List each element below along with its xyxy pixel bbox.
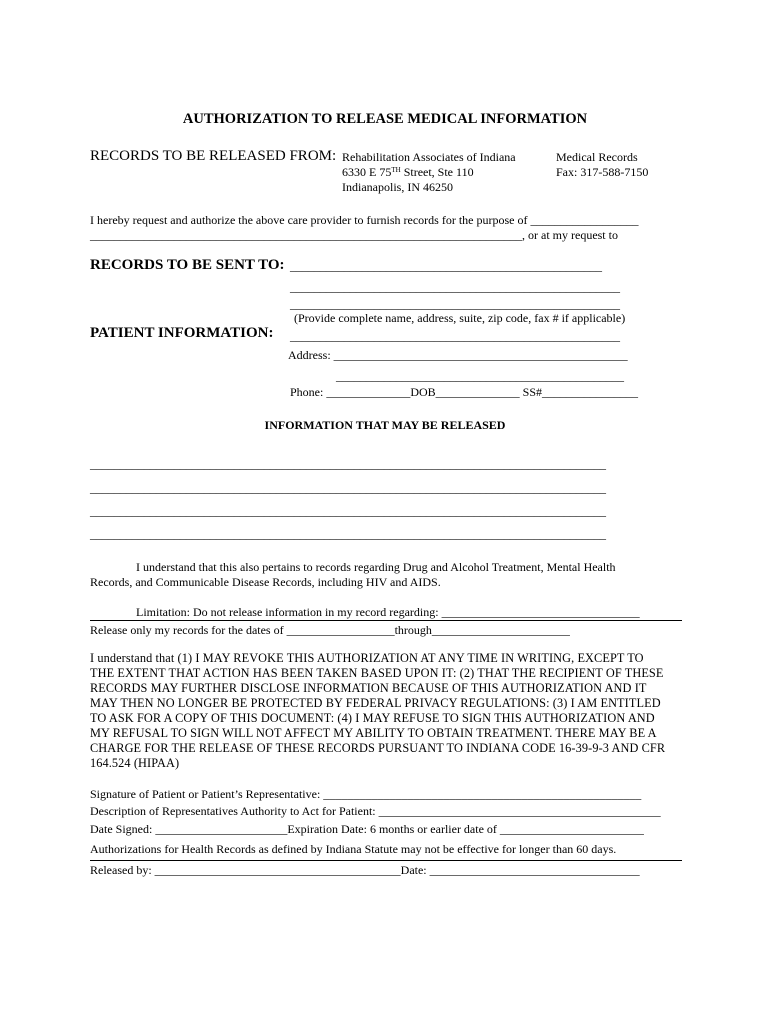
notice-line: MAY THEN NO LONGER BE PROTECTED BY FEDERAL PRIVACY REGULATIONS: (3) I AM ENTITLED	[90, 696, 661, 710]
patient-phone-dob-ssn[interactable]: Phone: ______________DOB______________ SS#________________	[290, 385, 639, 399]
info-release-line[interactable]: ______________________________________________________________________________________	[90, 527, 606, 541]
notice-line: THE EXTENT THAT ACTION HAS BEEN TAKEN BASED UPON IT: (2) THAT THE RECIPIENT OF THESE	[90, 666, 664, 680]
limitation-field[interactable]: Limitation: Do not release information in my record regarding: _________________________________	[136, 605, 640, 619]
provider-street: 6330 E 75TH Street, Ste 110	[342, 165, 474, 179]
rep-authority-field[interactable]: Description of Representatives Authority to Act for Patient: _______________________________________________	[90, 804, 661, 818]
notice-line: CHARGE FOR THE RELEASE OF THESE RECORDS PURSUANT TO INDIANA CODE 16-39-9-3 AND CFR	[90, 741, 666, 755]
released-by-field[interactable]: Released by: _________________________________________Date: ___________________________________	[90, 863, 640, 877]
provider-dept: Medical Records	[556, 150, 638, 164]
notice-line: 164.524 (HIPAA)	[90, 756, 180, 770]
notice-line: TO ASK FOR A COPY OF THIS DOCUMENT: (4) I MAY REFUSE TO SIGN THIS AUTHORIZATION AND	[90, 711, 655, 725]
provider-fax: Fax: 317-588-7150	[556, 165, 649, 179]
sent-to-line-2[interactable]: _______________________________________________________	[290, 280, 620, 294]
request-line-1[interactable]: I hereby request and authorize the above care provider to furnish records for the purpose of __________________	[90, 213, 639, 227]
sent-to-line-1[interactable]: ____________________________________________________	[290, 259, 602, 273]
divider	[90, 620, 682, 621]
provider-city: Indianapolis, IN 46250	[342, 180, 453, 194]
info-release-line[interactable]: ______________________________________________________________________________________	[90, 481, 606, 495]
understand-line-1: I understand that this also pertains to records regarding Drug and Alcohol Treatment, Mental Health	[136, 560, 616, 574]
signature-field[interactable]: Signature of Patient or Patient’s Representative: _____________________________________________________	[90, 787, 642, 801]
patient-name-line[interactable]: _______________________________________________________	[290, 329, 620, 343]
date-signed-field[interactable]: Date Signed: ______________________Expiration Date: 6 months or earlier date of ________________________	[90, 822, 644, 836]
release-dates-field[interactable]: Release only my records for the dates of __________________through_______________________	[90, 623, 570, 637]
patient-address[interactable]: Address: _________________________________________________	[288, 348, 628, 362]
form-title: AUTHORIZATION TO RELEASE MEDICAL INFORMATION	[182, 111, 588, 127]
notice-line: MY REFUSAL TO SIGN WILL NOT AFFECT MY ABILITY TO OBTAIN TREATMENT. THERE MAY BE A	[90, 726, 657, 740]
patient-address-2[interactable]: ________________________________________________	[336, 369, 624, 383]
revocation-notice	[90, 651, 685, 771]
info-release-heading: INFORMATION THAT MAY BE RELEASED	[264, 418, 506, 432]
sent-to-label: RECORDS TO BE SENT TO:	[90, 257, 285, 273]
notice-line: I understand that (1) I MAY REVOKE THIS AUTHORIZATION AT ANY TIME IN WRITING, EXCEPT TO	[90, 651, 644, 665]
patient-info-label: PATIENT INFORMATION:	[90, 325, 274, 341]
info-release-line[interactable]: ______________________________________________________________________________________	[90, 457, 606, 471]
info-release-line[interactable]: ______________________________________________________________________________________	[90, 504, 606, 518]
divider	[90, 860, 682, 861]
sent-to-hint: (Provide complete name, address, suite, zip code, fax # if applicable)	[294, 311, 626, 325]
request-line-2[interactable]: ________________________________________________________________________, or at my request to	[90, 228, 618, 242]
released-from-label: RECORDS TO BE RELEASED FROM:	[90, 148, 337, 164]
statute-note: Authorizations for Health Records as defined by Indiana Statute may not be effective for longer than 60 days.	[90, 842, 617, 856]
understand-line-2: Records, and Communicable Disease Records, including HIV and AIDS.	[90, 575, 441, 589]
sent-to-line-3[interactable]: _______________________________________________________	[290, 297, 620, 311]
notice-line: RECORDS MAY FURTHER DISCLOSE INFORMATION BECAUSE OF THIS AUTHORIZATION AND IT	[90, 681, 647, 695]
provider-name: Rehabilitation Associates of Indiana	[342, 150, 516, 164]
